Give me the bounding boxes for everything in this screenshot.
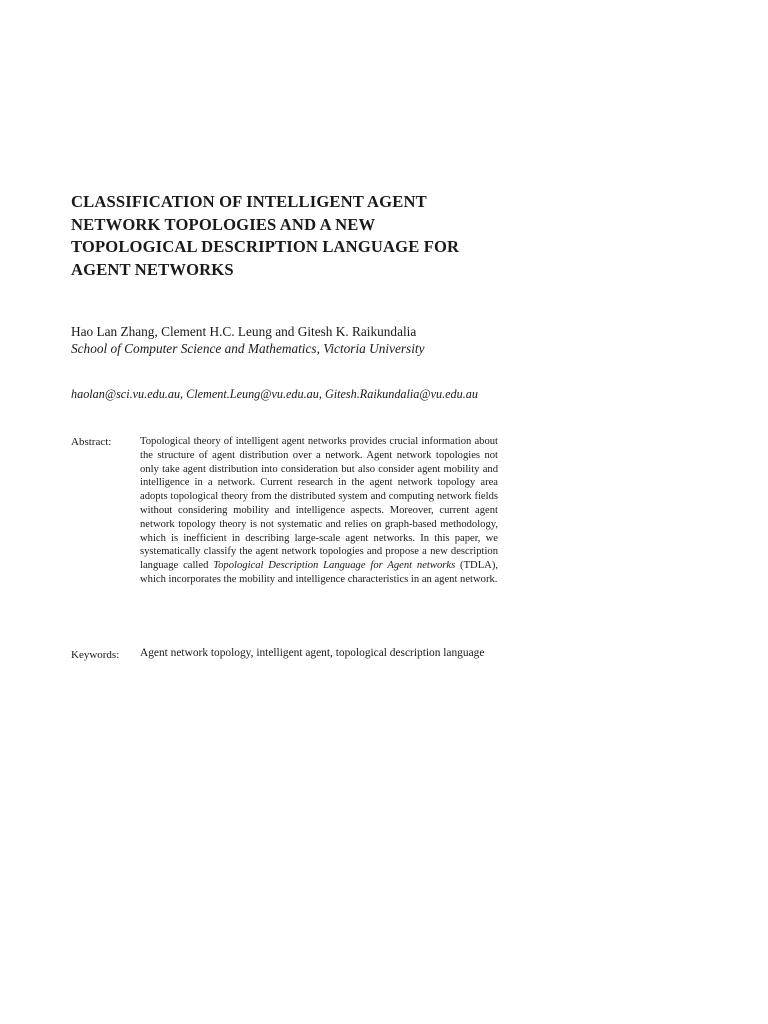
author-affiliation: School of Computer Science and Mathematics, Victoria University [71,341,425,356]
keywords-text: Agent network topology, intelligent agent, topological description language [140,647,485,659]
abstract-label: Abstract: [71,436,112,448]
abstract-text-part-2: (TDLA), which incorporates the mobility and intelligence characteristics in an agent network. [140,560,498,585]
title-line-4: AGENT NETWORKS [71,259,234,279]
title-line-2: NETWORK TOPOLOGIES AND A NEW [71,214,376,234]
keywords-label: Keywords: [71,649,120,661]
abstract-text-italic: Topological Description Language for Agent networks [213,560,456,572]
abstract-text [140,435,498,587]
title-line-1: CLASSIFICATION OF INTELLIGENT AGENT [71,192,427,211]
paper-title [71,191,511,281]
abstract-text-part-1: Topological theory of intelligent agent networks provides crucial information about the structure of agent distribution over a network. Agent network topologies not only take agent distribution into consideration but also consider agent mobility and intelligence in a network. Current research in the agent network topology area adopts topological theory from the distributed system and computing network fields without considering mobility and intelligence aspects. Moreover, current agent network topology theory is not systematic and relies on graph-based methodology, which is inefficient in describing large-scale agent networks. In this paper, we systematically classify the agent network topologies and propose a new description language called [140,436,498,572]
author-list: Hao Lan Zhang, Clement H.C. Leung and Gitesh K. Raikundalia [71,324,417,339]
title-line-3: TOPOLOGICAL DESCRIPTION LANGUAGE FOR [71,237,460,256]
author-emails: haolan@sci.vu.edu.au, Clement.Leung@vu.edu.au, Gitesh.Raikundalia@vu.edu.au [71,387,478,401]
